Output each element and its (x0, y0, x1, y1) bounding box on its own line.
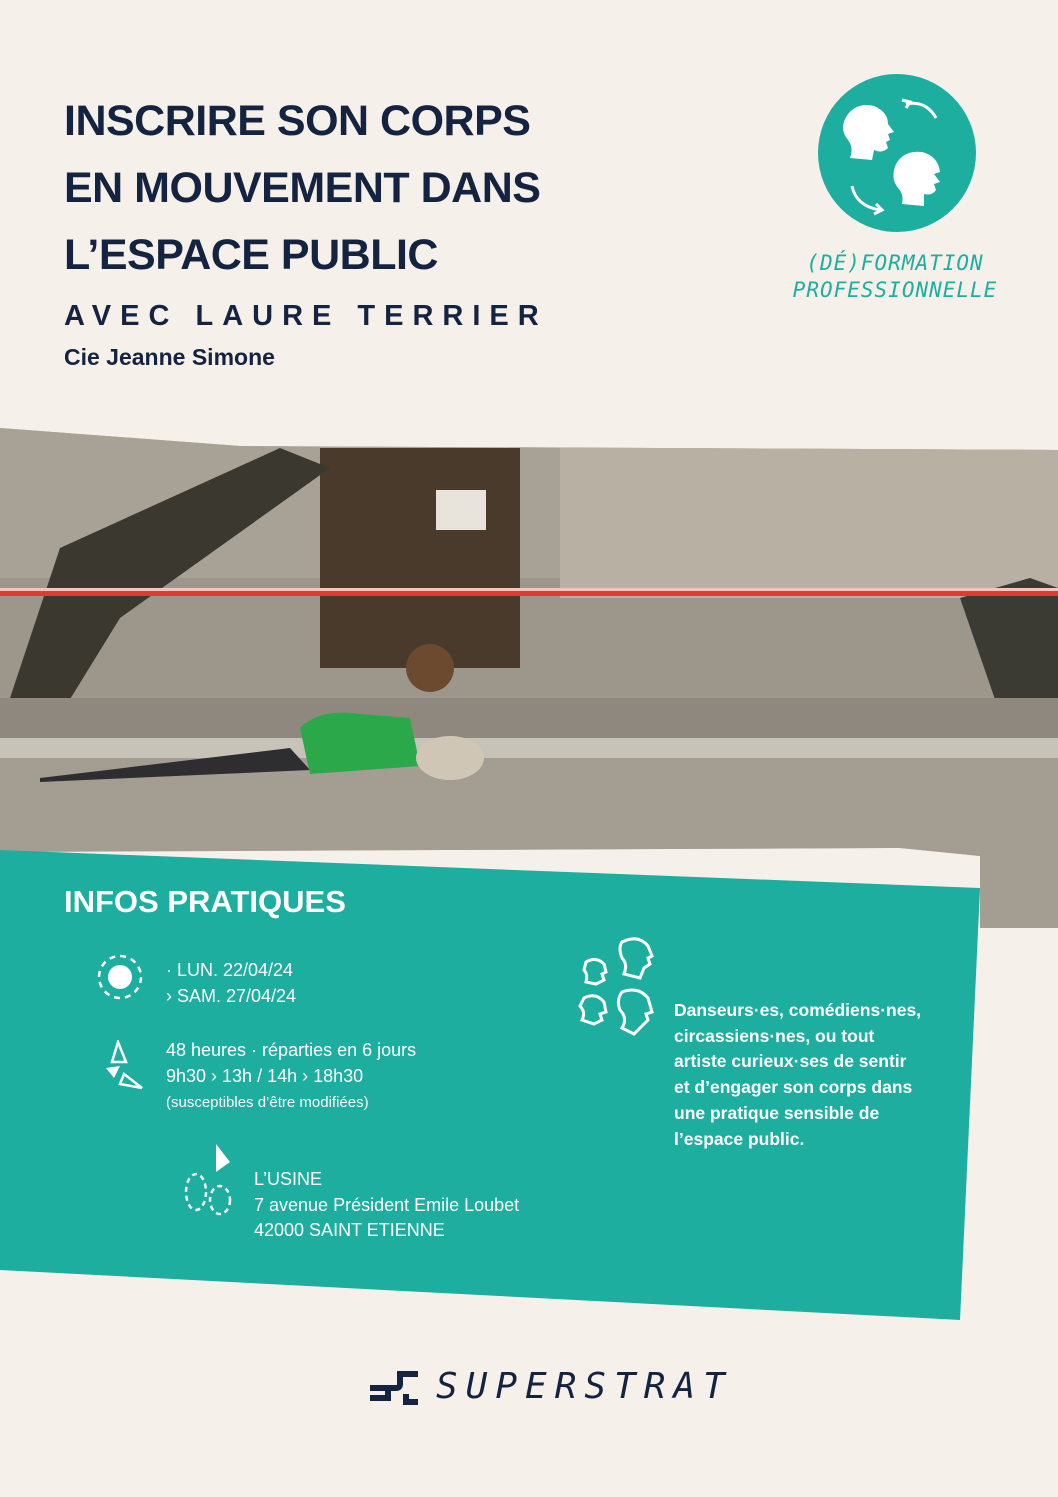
badge-text (790, 250, 1000, 304)
instructor-name: AVEC LAURE TERRIER (64, 300, 548, 332)
title-line-3: L’ESPACE PUBLIC (64, 231, 438, 279)
company-name: Cie Jeanne Simone (64, 344, 275, 370)
footprints-icon (182, 1142, 236, 1218)
date-start: · LUN. 22/04/24 (166, 960, 294, 980)
faces-badge-icon (818, 74, 976, 232)
schedule-hours: 48 heures · réparties en 6 jours (166, 1040, 417, 1060)
title-line-2: EN MOUVEMENT DANS (64, 164, 541, 212)
venue-name: L’USINE (254, 1169, 323, 1189)
badge-line-2: PROFESSIONNELLE (792, 278, 998, 302)
venue-street: 7 avenue Président Emile Loubet (254, 1195, 520, 1215)
title-line-1: INSCRIRE SON CORPS (64, 97, 531, 145)
compass-icon (102, 1040, 146, 1092)
infos-title: INFOS PRATIQUES (64, 884, 346, 919)
brand-logo-icon (366, 1368, 422, 1408)
brand-name: SUPERSTRAT (436, 1366, 733, 1407)
badge-line-1: (DÉ)FORMATION (806, 251, 984, 275)
sun-icon (94, 952, 148, 1002)
schedule-note: (susceptibles d’être modifiées) (166, 1094, 369, 1111)
faces-icon (578, 932, 662, 1038)
date-end: › SAM. 27/04/24 (166, 986, 297, 1006)
page-title (64, 88, 624, 289)
venue-city: 42000 SAINT ETIENNE (254, 1220, 445, 1240)
audience-text: Danseurs·es, comédiens·nes, circassiens·nes, ou tout artiste curieux·ses de sentir et d’engager son corps dans une pratique sensible de l’espace public. (674, 1000, 922, 1149)
schedule-times: 9h30 › 13h / 14h › 18h30 (166, 1066, 364, 1086)
